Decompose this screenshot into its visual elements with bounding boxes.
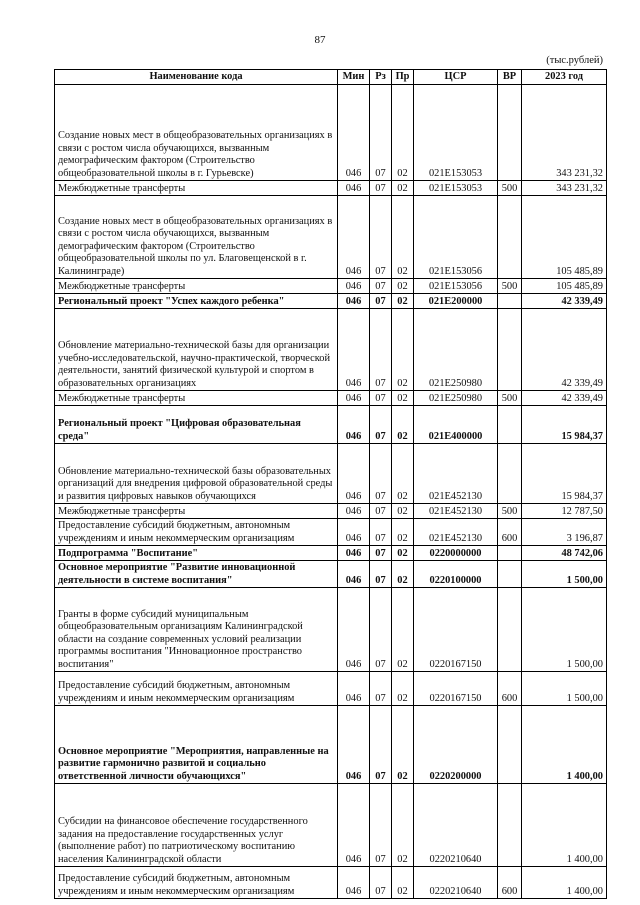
cell-rz: 07 <box>370 196 392 279</box>
table-row <box>55 294 607 309</box>
cell-pr: 02 <box>392 279 414 294</box>
cell-min: 046 <box>338 294 370 309</box>
cell-pr: 02 <box>392 309 414 391</box>
table-row <box>55 867 607 899</box>
cell-csr: 0220000000 <box>414 546 498 561</box>
cell-rz: 07 <box>370 561 392 588</box>
cell-vr <box>498 546 522 561</box>
cell-amount: 42 339,49 <box>522 391 607 406</box>
cell-min: 046 <box>338 309 370 391</box>
table-row <box>55 504 607 519</box>
cell-csr: 021Е153056 <box>414 196 498 279</box>
table-row <box>55 406 607 444</box>
cell-csr: 0220167150 <box>414 588 498 672</box>
cell-amount: 1 400,00 <box>522 867 607 899</box>
cell-pr: 02 <box>392 546 414 561</box>
cell-pr: 02 <box>392 519 414 546</box>
table-row <box>55 588 607 672</box>
cell-rz: 07 <box>370 706 392 784</box>
cell-vr <box>498 444 522 504</box>
cell-vr <box>498 784 522 867</box>
cell-vr <box>498 309 522 391</box>
cell-amount: 3 196,87 <box>522 519 607 546</box>
cell-rz: 07 <box>370 867 392 899</box>
cell-pr: 02 <box>392 561 414 588</box>
cell-min: 046 <box>338 85 370 181</box>
cell-name: Основное мероприятие "Развитие инновационной деятельности в системе воспитания" <box>55 561 338 588</box>
header-min: Мин <box>338 70 370 85</box>
table-row <box>55 309 607 391</box>
header-vr: ВР <box>498 70 522 85</box>
cell-vr: 600 <box>498 519 522 546</box>
cell-csr: 0220167150 <box>414 672 498 706</box>
cell-name: Создание новых мест в общеобразовательных организациях в связи с ростом числа обучающихся, вызванным демографическим фактором (Строительство общеобразовательной школы в г. Гурьевске) <box>55 85 338 181</box>
table-row <box>55 561 607 588</box>
cell-min: 046 <box>338 196 370 279</box>
cell-pr: 02 <box>392 294 414 309</box>
cell-rz: 07 <box>370 181 392 196</box>
cell-csr: 0220210640 <box>414 784 498 867</box>
cell-pr: 02 <box>392 181 414 196</box>
cell-rz: 07 <box>370 784 392 867</box>
table-header-row <box>55 70 607 85</box>
table-row <box>55 196 607 279</box>
cell-min: 046 <box>338 672 370 706</box>
cell-vr: 500 <box>498 504 522 519</box>
cell-csr: 021Е153053 <box>414 85 498 181</box>
header-rz: Рз <box>370 70 392 85</box>
cell-rz: 07 <box>370 309 392 391</box>
cell-rz: 07 <box>370 85 392 181</box>
cell-vr: 600 <box>498 672 522 706</box>
cell-pr: 02 <box>392 867 414 899</box>
table-row <box>55 391 607 406</box>
cell-amount: 105 485,89 <box>522 279 607 294</box>
cell-name: Региональный проект "Успех каждого ребенка" <box>55 294 338 309</box>
cell-name: Обновление материально-технической базы для организации учебно-исследовательской, научно-практической, творческой деятельности, занятий физической культурой и спортом в образовательных организациях <box>55 309 338 391</box>
cell-csr: 021Е200000 <box>414 294 498 309</box>
cell-name: Гранты в форме субсидий муниципальным общеобразовательным организациям Калининградской области на создание современных условий реализации программы воспитания "Инновационное пространство воспитания" <box>55 588 338 672</box>
cell-name: Создание новых мест в общеобразовательных организациях в связи с ростом числа обучающихся, вызванным демографическим фактором (Строительство общеобразовательной школы по ул. Благовещенской в г. Калининграде) <box>55 196 338 279</box>
page-number: 87 <box>314 34 326 46</box>
cell-rz: 07 <box>370 279 392 294</box>
cell-vr <box>498 196 522 279</box>
cell-min: 046 <box>338 706 370 784</box>
table-row <box>55 519 607 546</box>
cell-min: 046 <box>338 588 370 672</box>
cell-name: Межбюджетные трансферты <box>55 504 338 519</box>
cell-name: Межбюджетные трансферты <box>55 181 338 196</box>
cell-name: Обновление материально-технической базы образовательных организаций для внедрения цифровой образовательной среды и развития цифровых навыков обучающихся <box>55 444 338 504</box>
cell-rz: 07 <box>370 406 392 444</box>
cell-vr: 500 <box>498 391 522 406</box>
cell-amount: 1 500,00 <box>522 588 607 672</box>
cell-min: 046 <box>338 279 370 294</box>
cell-min: 046 <box>338 867 370 899</box>
cell-pr: 02 <box>392 588 414 672</box>
cell-pr: 02 <box>392 504 414 519</box>
cell-csr: 021Е250980 <box>414 309 498 391</box>
cell-min: 046 <box>338 444 370 504</box>
budget-table <box>54 69 607 899</box>
cell-vr: 500 <box>498 279 522 294</box>
cell-name: Предоставление субсидий бюджетным, автономным учреждениям и иным некоммерческим организациям <box>55 672 338 706</box>
cell-amount: 15 984,37 <box>522 406 607 444</box>
cell-vr <box>498 706 522 784</box>
cell-min: 046 <box>338 519 370 546</box>
cell-min: 046 <box>338 561 370 588</box>
cell-min: 046 <box>338 181 370 196</box>
cell-amount: 1 500,00 <box>522 561 607 588</box>
cell-amount: 1 400,00 <box>522 706 607 784</box>
table-row <box>55 546 607 561</box>
header-name: Наименование кода <box>55 70 338 85</box>
cell-rz: 07 <box>370 672 392 706</box>
cell-name: Подпрограмма "Воспитание" <box>55 546 338 561</box>
cell-amount: 15 984,37 <box>522 444 607 504</box>
cell-vr <box>498 406 522 444</box>
cell-csr: 0220210640 <box>414 867 498 899</box>
table-body <box>55 85 607 899</box>
header-amount: 2023 год <box>522 70 607 85</box>
cell-amount: 1 500,00 <box>522 672 607 706</box>
unit-note: (тыс.рублей) <box>546 55 603 66</box>
cell-pr: 02 <box>392 706 414 784</box>
table-row <box>55 706 607 784</box>
cell-min: 046 <box>338 784 370 867</box>
cell-csr: 021Е250980 <box>414 391 498 406</box>
cell-min: 046 <box>338 546 370 561</box>
cell-name: Межбюджетные трансферты <box>55 391 338 406</box>
cell-rz: 07 <box>370 294 392 309</box>
cell-rz: 07 <box>370 588 392 672</box>
cell-name: Региональный проект "Цифровая образовательная среда" <box>55 406 338 444</box>
cell-amount: 343 231,32 <box>522 85 607 181</box>
cell-min: 046 <box>338 504 370 519</box>
cell-csr: 0220100000 <box>414 561 498 588</box>
cell-name: Предоставление субсидий бюджетным, автономным учреждениям и иным некоммерческим организациям <box>55 867 338 899</box>
cell-amount: 12 787,50 <box>522 504 607 519</box>
cell-rz: 07 <box>370 444 392 504</box>
cell-name: Предоставление субсидий бюджетным, автономным учреждениям и иным некоммерческим организациям <box>55 519 338 546</box>
cell-rz: 07 <box>370 504 392 519</box>
table-row <box>55 672 607 706</box>
cell-rz: 07 <box>370 546 392 561</box>
cell-amount: 105 485,89 <box>522 196 607 279</box>
cell-pr: 02 <box>392 406 414 444</box>
cell-pr: 02 <box>392 196 414 279</box>
table-row <box>55 181 607 196</box>
cell-vr <box>498 294 522 309</box>
cell-pr: 02 <box>392 784 414 867</box>
cell-pr: 02 <box>392 444 414 504</box>
cell-amount: 1 400,00 <box>522 784 607 867</box>
table-row <box>55 279 607 294</box>
cell-csr: 0220200000 <box>414 706 498 784</box>
table-row <box>55 85 607 181</box>
table-row <box>55 444 607 504</box>
cell-rz: 07 <box>370 519 392 546</box>
cell-name: Основное мероприятие "Мероприятия, направленные на развитие гармонично развитой и социально ответственной личности обучающихся" <box>55 706 338 784</box>
cell-vr <box>498 588 522 672</box>
cell-amount: 48 742,06 <box>522 546 607 561</box>
cell-amount: 42 339,49 <box>522 309 607 391</box>
cell-pr: 02 <box>392 391 414 406</box>
cell-csr: 021Е452130 <box>414 444 498 504</box>
cell-csr: 021Е452130 <box>414 504 498 519</box>
header-csr: ЦСР <box>414 70 498 85</box>
cell-vr: 500 <box>498 181 522 196</box>
cell-name: Межбюджетные трансферты <box>55 279 338 294</box>
cell-rz: 07 <box>370 391 392 406</box>
cell-min: 046 <box>338 406 370 444</box>
cell-vr <box>498 85 522 181</box>
table-row <box>55 784 607 867</box>
cell-amount: 343 231,32 <box>522 181 607 196</box>
cell-csr: 021Е153053 <box>414 181 498 196</box>
cell-amount: 42 339,49 <box>522 294 607 309</box>
cell-vr: 600 <box>498 867 522 899</box>
cell-csr: 021Е400000 <box>414 406 498 444</box>
cell-name: Субсидии на финансовое обеспечение государственного задания на предоставление государственных услуг (выполнение работ) по патриотическому воспитанию населения Калининградской области <box>55 784 338 867</box>
header-pr: Пр <box>392 70 414 85</box>
cell-csr: 021Е153056 <box>414 279 498 294</box>
cell-min: 046 <box>338 391 370 406</box>
cell-pr: 02 <box>392 85 414 181</box>
cell-csr: 021Е452130 <box>414 519 498 546</box>
cell-vr <box>498 561 522 588</box>
cell-pr: 02 <box>392 672 414 706</box>
